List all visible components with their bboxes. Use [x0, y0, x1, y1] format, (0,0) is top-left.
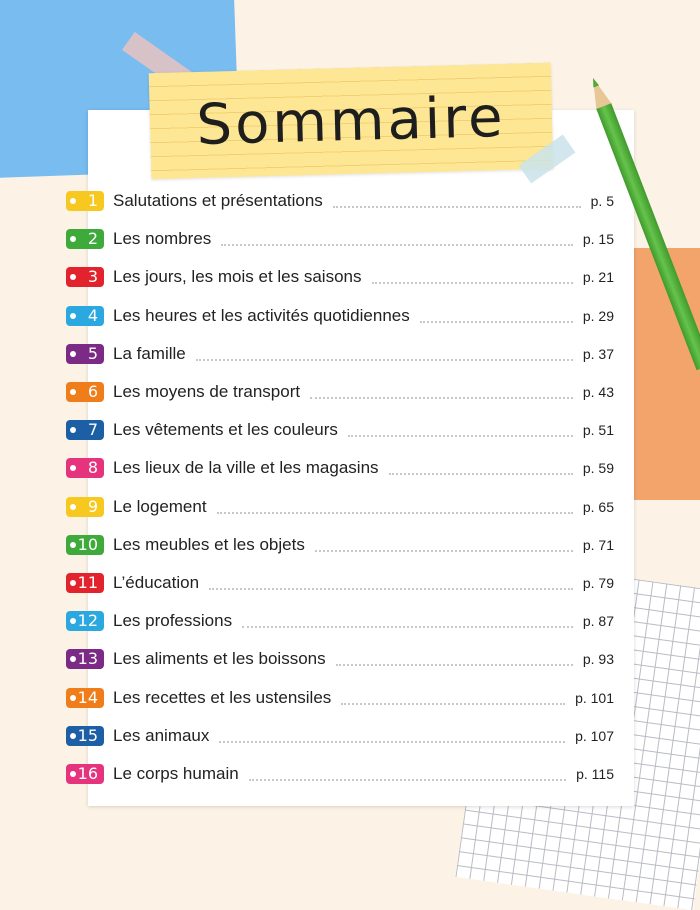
chapter-title: Les heures et les activités quotidiennes	[113, 305, 410, 325]
page-number: p. 37	[582, 345, 614, 362]
chapter-title: Le corps humain	[113, 764, 239, 783]
toc-entry[interactable]	[66, 377, 614, 407]
dot-leader	[217, 512, 573, 514]
chapter-number: 13	[77, 649, 98, 669]
page-number: p. 87	[582, 613, 614, 630]
chapter-number-badge	[66, 497, 104, 517]
page-number: p. 79	[582, 575, 614, 591]
page-title: Sommaire	[195, 84, 507, 158]
page-number: p. 101	[575, 689, 614, 706]
page-number: p. 15	[582, 231, 614, 248]
chapter-number-badge	[66, 382, 104, 402]
bullet-icon	[70, 580, 76, 586]
chapter-number-badge	[66, 573, 104, 593]
chapter-number-badge	[66, 611, 104, 631]
bullet-icon	[70, 504, 76, 510]
chapter-number: 5	[87, 343, 98, 363]
toc-entry[interactable]	[66, 453, 614, 483]
bullet-icon	[70, 656, 76, 662]
toc-entry[interactable]	[66, 339, 614, 369]
dot-leader	[196, 359, 573, 361]
chapter-number: 16	[77, 764, 98, 783]
chapter-number: 2	[87, 229, 98, 249]
dot-leader	[315, 550, 573, 552]
chapter-number: 14	[77, 687, 98, 707]
chapter-number-badge	[66, 535, 104, 555]
chapter-number: 7	[87, 420, 98, 440]
bullet-icon	[70, 389, 76, 395]
dot-leader	[209, 588, 573, 590]
bullet-icon	[70, 542, 76, 548]
chapter-number-badge	[66, 726, 104, 746]
page-number: p. 29	[582, 307, 614, 324]
chapter-number-badge	[66, 458, 104, 478]
page-number: p. 107	[575, 727, 614, 744]
bullet-icon	[70, 695, 76, 701]
chapter-number: 3	[87, 267, 98, 287]
chapter-number-badge	[66, 306, 104, 326]
page-number: p. 51	[582, 422, 614, 439]
bullet-icon	[70, 351, 76, 357]
chapter-number: 10	[77, 534, 98, 554]
chapter-title: Le logement	[113, 496, 207, 516]
chapter-title: Les nombres	[113, 229, 212, 249]
dot-leader	[336, 664, 573, 666]
dot-leader	[242, 626, 573, 628]
dot-leader	[249, 779, 566, 781]
page-number: p. 115	[576, 766, 614, 782]
chapter-number-badge	[66, 649, 104, 669]
page-number: p. 59	[582, 460, 614, 477]
chapter-number-badge	[66, 420, 104, 440]
page-number: p. 43	[582, 384, 614, 400]
page-number: p. 5	[590, 193, 614, 209]
chapter-title: Les jours, les mois et les saisons	[113, 267, 362, 287]
chapter-number-badge	[66, 688, 104, 708]
page-number: p. 65	[582, 498, 614, 515]
dot-leader	[333, 206, 581, 208]
bullet-icon	[70, 733, 76, 739]
chapter-number-badge	[66, 267, 104, 287]
toc-entry[interactable]	[66, 606, 614, 636]
bullet-icon	[70, 618, 76, 624]
bullet-icon	[70, 465, 76, 471]
toc-entry[interactable]	[66, 224, 614, 254]
bullet-icon	[70, 427, 76, 433]
bullet-icon	[70, 236, 76, 242]
chapter-title: Les meubles et les objets	[113, 534, 305, 554]
chapter-number: 12	[77, 611, 98, 631]
toc-entry[interactable]	[66, 262, 614, 292]
dot-leader	[310, 397, 573, 399]
chapter-number: 8	[87, 458, 98, 478]
dot-leader	[389, 473, 573, 475]
chapter-number-badge	[66, 229, 104, 249]
toc-entry[interactable]	[66, 530, 614, 560]
chapter-title: Les moyens de transport	[113, 382, 301, 401]
chapter-number-badge	[66, 191, 104, 211]
page-number: p. 21	[582, 269, 614, 286]
dot-leader	[221, 244, 573, 246]
bullet-icon	[70, 198, 76, 204]
toc-entry[interactable]	[66, 644, 614, 674]
chapter-title: Les recettes et les ustensiles	[113, 687, 332, 707]
page-number: p. 93	[582, 651, 614, 668]
chapter-number: 15	[77, 725, 98, 745]
chapter-title: Les aliments et les boissons	[113, 649, 326, 669]
chapter-number: 4	[87, 305, 98, 325]
title-note	[149, 63, 554, 179]
chapter-title: Les lieux de la ville et les magasins	[113, 458, 379, 478]
dot-leader	[341, 703, 565, 705]
dot-leader	[219, 741, 565, 743]
toc-entry[interactable]	[66, 415, 614, 445]
chapter-title: Les professions	[113, 611, 233, 631]
chapter-number-badge	[66, 344, 104, 364]
toc-entry[interactable]	[66, 568, 614, 598]
toc-entry[interactable]	[66, 186, 614, 216]
bullet-icon	[70, 313, 76, 319]
toc-entry[interactable]	[66, 683, 614, 713]
chapter-title: La famille	[113, 343, 186, 363]
toc-entry[interactable]	[66, 301, 614, 331]
chapter-number: 6	[87, 382, 98, 401]
page-number: p. 71	[582, 536, 614, 553]
chapter-title: L’éducation	[113, 573, 200, 592]
toc-entry[interactable]	[66, 759, 614, 789]
chapter-title: Les animaux	[113, 725, 210, 745]
toc-entry[interactable]	[66, 721, 614, 751]
dot-leader	[420, 321, 573, 323]
chapter-title: Les vêtements et les couleurs	[113, 420, 338, 440]
toc-entry[interactable]	[66, 492, 614, 522]
dot-leader	[348, 435, 573, 437]
bullet-icon	[70, 274, 76, 280]
chapter-number: 9	[87, 496, 98, 516]
chapter-number: 1	[87, 191, 98, 210]
chapter-title: Salutations et présentations	[113, 191, 323, 210]
dot-leader	[372, 282, 573, 284]
bullet-icon	[70, 771, 76, 777]
chapter-number-badge	[66, 764, 104, 784]
chapter-number: 11	[77, 573, 98, 592]
